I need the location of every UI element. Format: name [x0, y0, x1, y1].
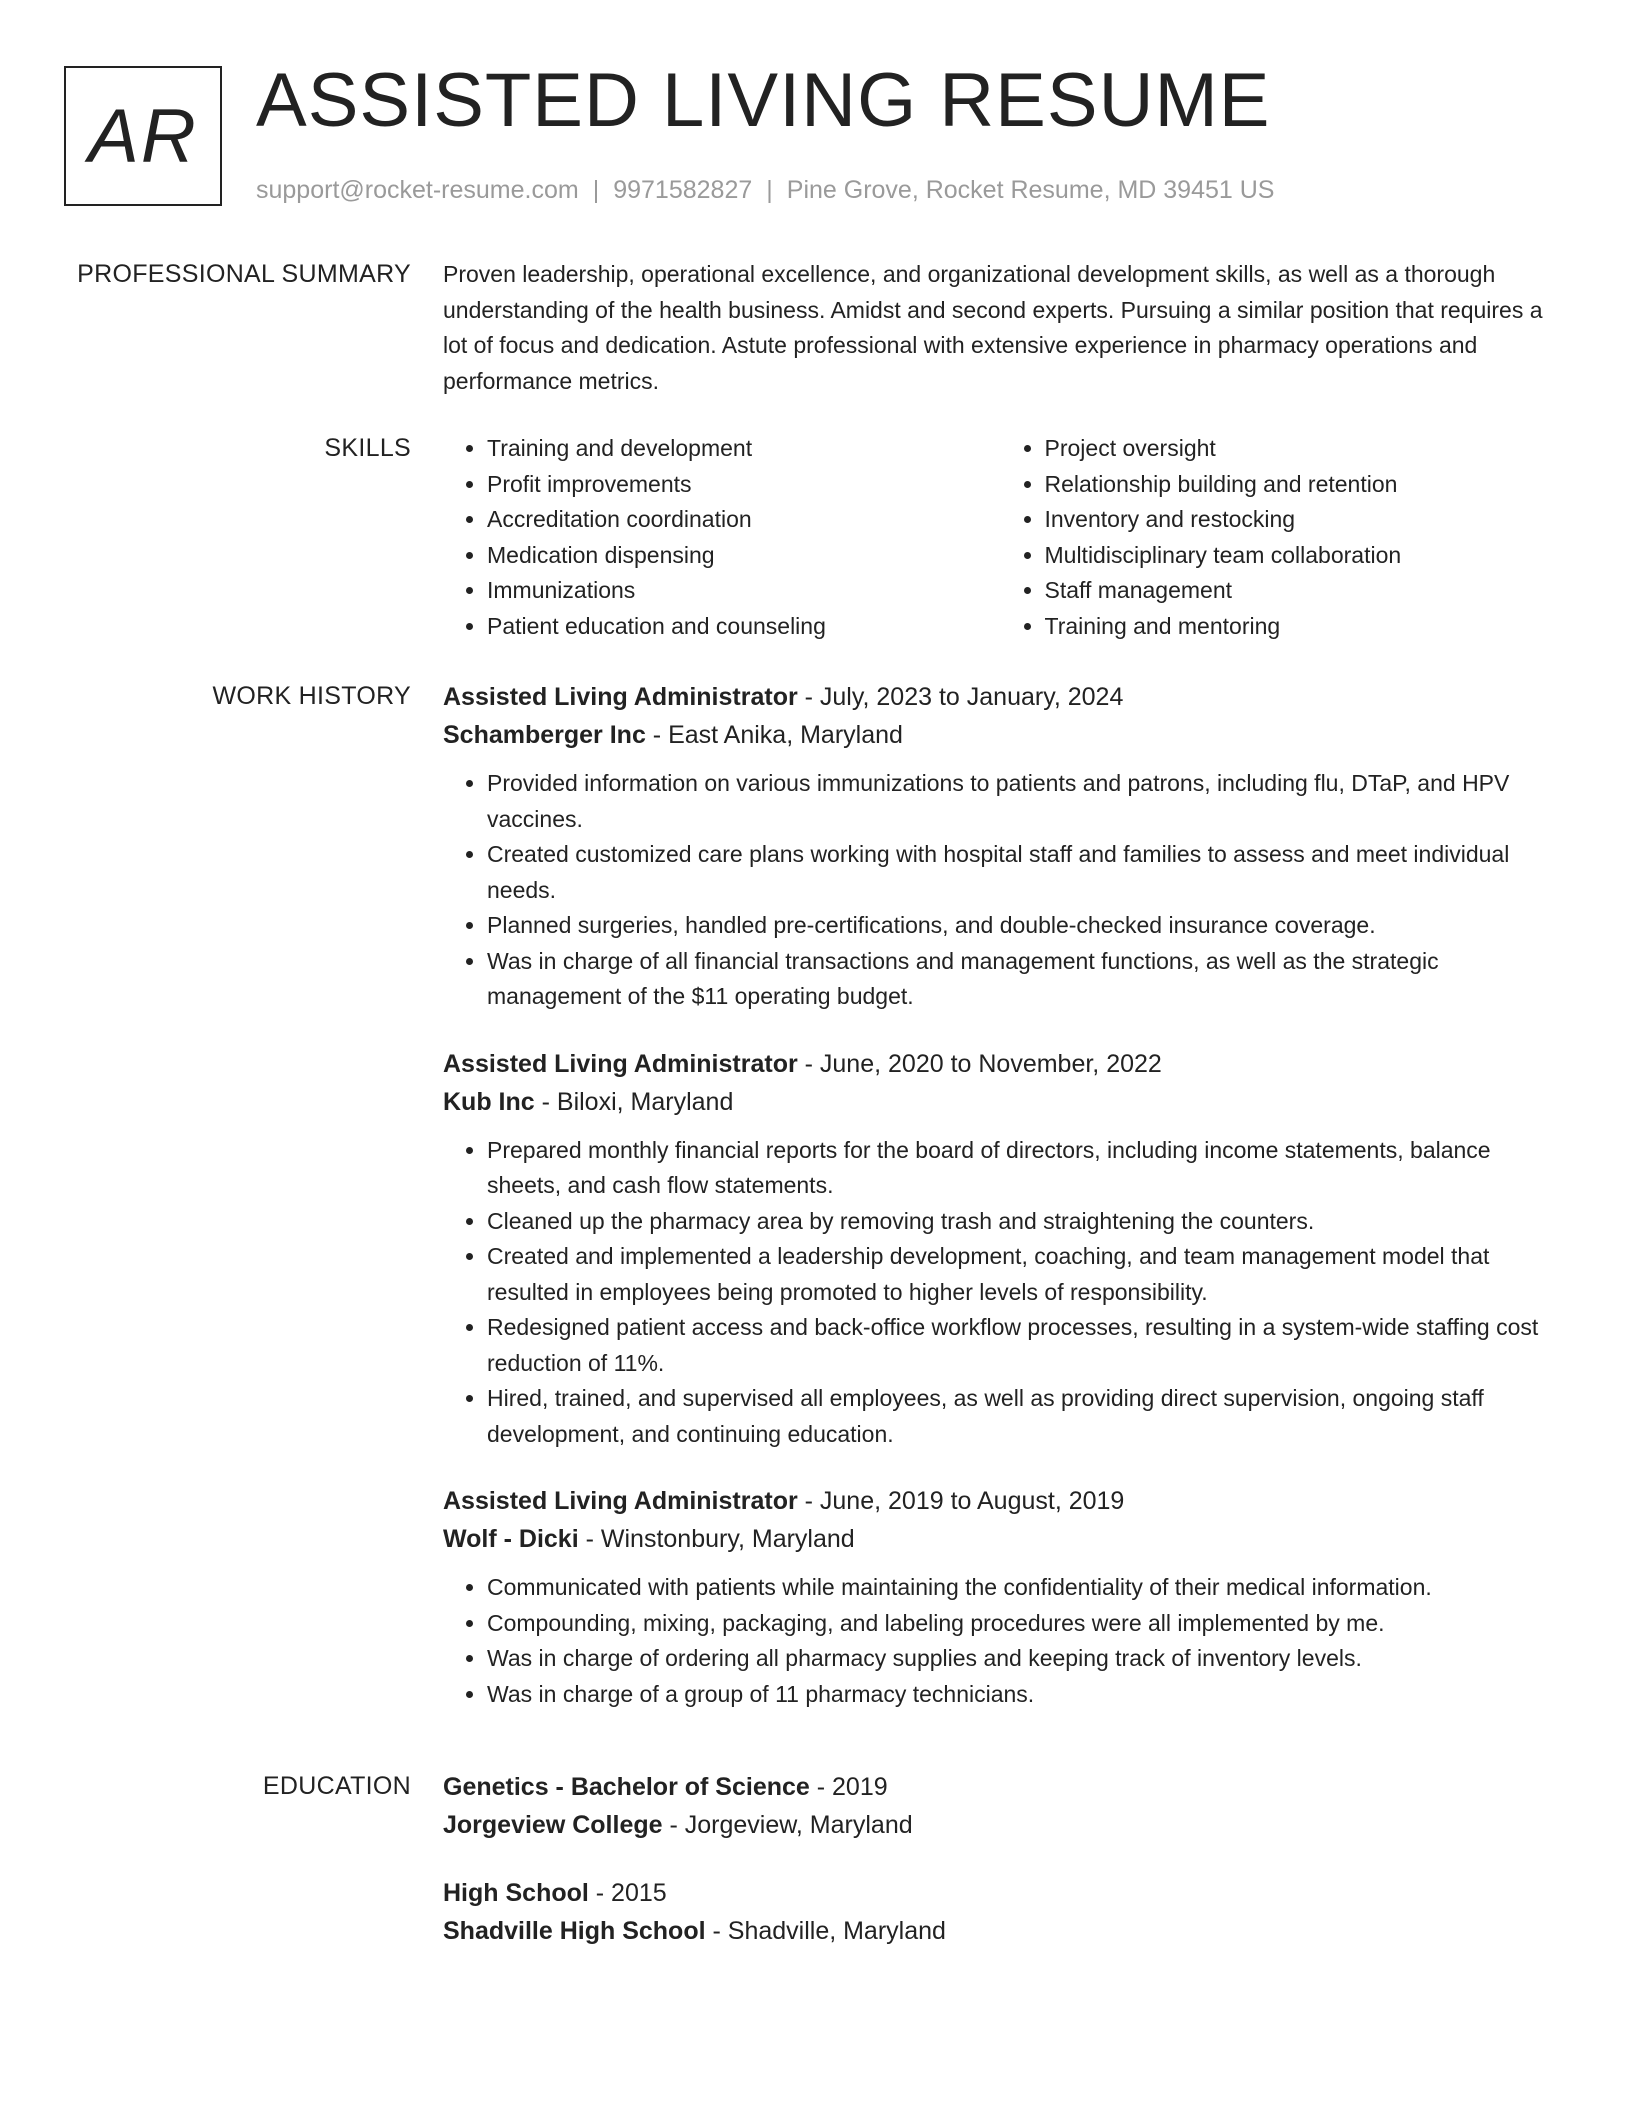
education-location: - Jorgeview, Maryland: [662, 1811, 913, 1839]
contact-separator: |: [766, 176, 773, 204]
education-list: [443, 1768, 1558, 1980]
job-bullet: • Created customized care plans working with hospital staff and families to assess and meet individual needs.: [487, 837, 1558, 908]
job-entry: [443, 1045, 1558, 1453]
contact-phone: 9971582827: [613, 176, 753, 204]
job-bullet: • Hired, trained, and supervised all employees, as well as providing direct supervision, ongoing staff development, and continuing education.: [487, 1381, 1558, 1452]
job-bullet: • Prepared monthly financial reports for the board of directors, including income statements, balance sheets, and cash flow statements.: [487, 1133, 1558, 1204]
job-title: Assisted Living Administrator: [443, 683, 798, 711]
skill-item: • Multidisciplinary team collaboration: [1045, 538, 1559, 574]
job-title: Assisted Living Administrator: [443, 1049, 798, 1078]
job-bullets: [443, 1570, 1558, 1712]
job-bullet: • Redesigned patient access and back-office workflow processes, resulting in a system-wide staffing cost reduction of 11%.: [487, 1310, 1558, 1381]
skill-item: • Training and development: [487, 431, 1001, 467]
skill-item: • Project oversight: [1045, 431, 1559, 467]
work-history-label: WORK HISTORY: [212, 682, 411, 710]
education-degree: Genetics - Bachelor of Science: [443, 1773, 810, 1801]
job-company-line: [443, 1520, 1558, 1558]
skill-item: • Relationship building and retention: [1045, 467, 1559, 503]
skill-item: • Inventory and restocking: [1045, 502, 1559, 538]
job-location: - Biloxi, Maryland: [534, 1087, 734, 1116]
job-dates: - June, 2020 to November, 2022: [797, 1049, 1162, 1078]
job-bullet: • Planned surgeries, handled pre-certifications, and double-checked insurance coverage.: [487, 908, 1558, 944]
job-bullet: • Compounding, mixing, packaging, and labeling procedures were all implemented by me.: [487, 1606, 1558, 1642]
education-entry: [443, 1874, 1558, 1950]
contact-address: Pine Grove, Rocket Resume, MD 39451 US: [786, 176, 1275, 204]
skill-item: • Profit improvements: [487, 467, 1001, 503]
education-year: - 2019: [809, 1773, 888, 1801]
education-label: EDUCATION: [262, 1772, 411, 1800]
education-school-line: [443, 1912, 1558, 1950]
job-location: - East Anika, Maryland: [645, 721, 903, 749]
job-bullet: • Was in charge of ordering all pharmacy supplies and keeping track of inventory levels.: [487, 1641, 1558, 1677]
resume-title: ASSISTED LIVING RESUME: [256, 58, 1271, 143]
monogram-box: [64, 66, 222, 206]
job-dates: - July, 2023 to January, 2024: [797, 683, 1124, 711]
summary-text: Proven leadership, operational excellence, and organizational development skills, as well as a thorough understanding of the health business. Amidst and second experts. Pursuing a similar position that requires a lot of focus and dedication. Astute professional with extensive experience in pharmacy operations and performance metrics.: [443, 261, 1543, 394]
job-location: - Winstonbury, Maryland: [578, 1525, 855, 1553]
job-bullets: [443, 766, 1558, 1015]
job-company: Schamberger Inc: [443, 721, 646, 749]
skill-item: • Training and mentoring: [1045, 609, 1559, 645]
job-bullet: • Was in charge of a group of 11 pharmacy technicians.: [487, 1677, 1558, 1713]
skill-item: • Staff management: [1045, 573, 1559, 609]
job-bullet: • Cleaned up the pharmacy area by removing trash and straightening the counters.: [487, 1204, 1558, 1240]
education-school: Shadville High School: [443, 1917, 706, 1945]
job-company-line: [443, 1083, 1558, 1121]
education-school-line: [443, 1806, 1558, 1844]
education-degree-line: [443, 1874, 1558, 1912]
skill-item: • Medication dispensing: [487, 538, 1001, 574]
summary-label: PROFESSIONAL SUMMARY: [77, 260, 411, 288]
education-school: Jorgeview College: [443, 1811, 663, 1839]
job-dates: - June, 2019 to August, 2019: [797, 1487, 1125, 1515]
education-location: - Shadville, Maryland: [705, 1917, 946, 1945]
job-company: Wolf - Dicki: [443, 1525, 579, 1553]
job-bullet: • Communicated with patients while maintaining the confidentiality of their medical information.: [487, 1570, 1558, 1606]
job-title-line: [443, 678, 1558, 716]
skill-item: • Immunizations: [487, 573, 1001, 609]
contact-separator: |: [592, 176, 600, 204]
job-bullet: • Created and implemented a leadership development, coaching, and team management model that resulted in employees being promoted to higher levels of responsibility.: [487, 1239, 1558, 1310]
job-bullets: [443, 1133, 1558, 1453]
education-degree: High School: [443, 1879, 589, 1907]
job-title-line: [443, 1045, 1558, 1083]
job-title: Assisted Living Administrator: [443, 1487, 798, 1515]
job-bullet: • Was in charge of all financial transactions and management functions, as well as the strategic management of the $11 operating budget.: [487, 944, 1558, 1015]
skills-list-right: [1001, 431, 1559, 644]
contact-line: [256, 172, 1274, 208]
job-entry: [443, 678, 1558, 1015]
monogram-initials: AR: [88, 93, 198, 179]
skills-list-left: [443, 431, 1001, 644]
education-year: - 2015: [588, 1879, 667, 1907]
work-history-list: [443, 678, 1558, 1742]
contact-email: support@rocket-resume.com: [256, 176, 579, 204]
job-company: Kub Inc: [443, 1087, 535, 1116]
skill-item: • Patient education and counseling: [487, 609, 1001, 645]
job-bullet: • Provided information on various immunizations to patients and patrons, including flu, DTaP, and HPV vaccines.: [487, 766, 1558, 837]
skill-item: • Accreditation coordination: [487, 502, 1001, 538]
job-entry: [443, 1482, 1558, 1712]
education-degree-line: [443, 1768, 1558, 1806]
job-title-line: [443, 1482, 1558, 1520]
skills-label: SKILLS: [324, 434, 411, 462]
education-entry: [443, 1768, 1558, 1844]
job-company-line: [443, 716, 1558, 754]
